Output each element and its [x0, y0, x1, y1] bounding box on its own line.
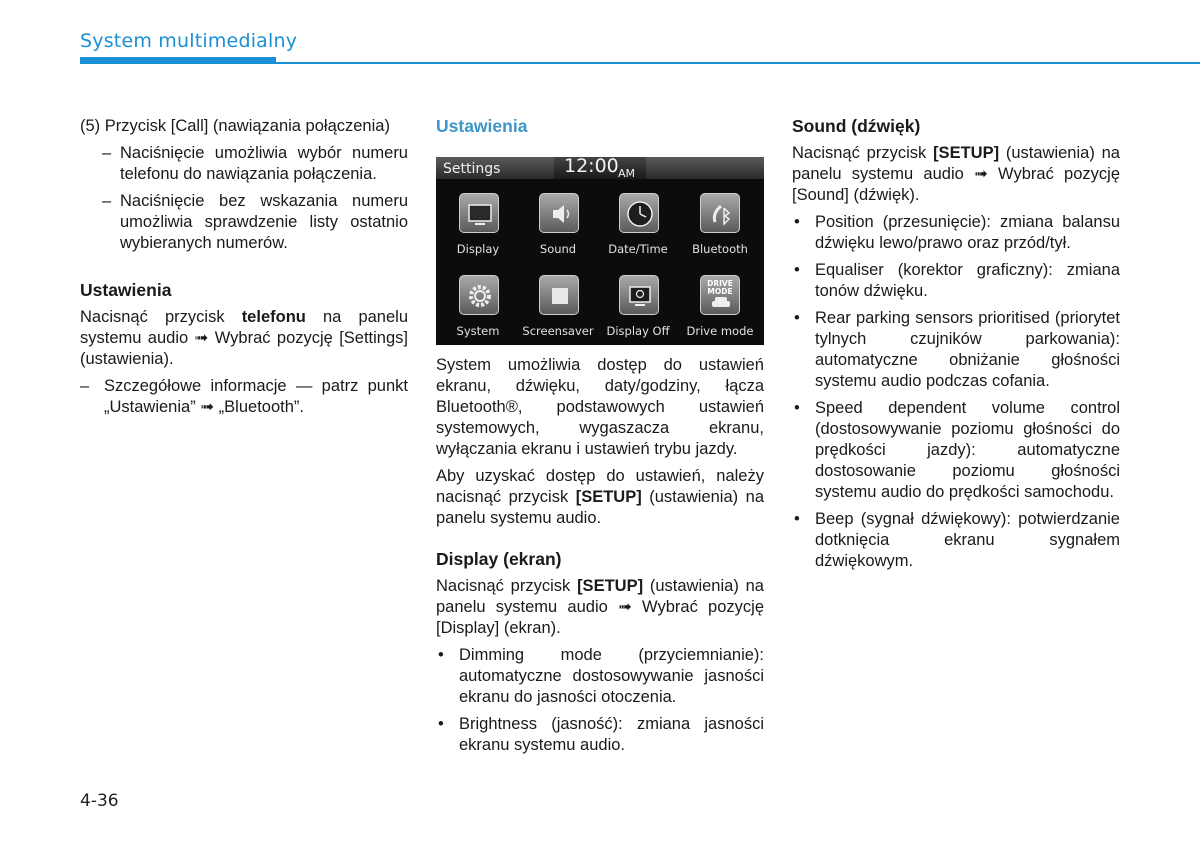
drive-mode-tile-icon — [700, 275, 740, 315]
bullet-mark: • — [794, 399, 800, 417]
screen-title: Settings — [443, 161, 501, 177]
setup-button-label: [SETUP] — [575, 488, 642, 506]
bullet-mark: • — [794, 213, 800, 231]
setup-button-label: [SETUP] — [577, 577, 644, 595]
display-instruction — [436, 576, 764, 639]
settings-instruction-text-a: Nacisnąć przycisk — [80, 308, 242, 326]
sound-bullet-5 — [792, 509, 1120, 572]
header-title: System multimedialny — [80, 30, 298, 52]
screensaver-tile-icon — [539, 275, 579, 315]
bullet-mark: • — [794, 510, 800, 528]
sound-instruction-text-b: (ustawienia) na panelu systemu audio ➟ Wybrać pozycję [Sound] (dźwięk). — [792, 144, 1120, 204]
call-sub-item-1 — [80, 143, 408, 185]
call-sub-item-2-text: Naciśnięcie bez wskazania numeru umożliwia sprawdzenie listy ostatnio wybieranych numerów. — [120, 192, 408, 252]
sound-bullet-3 — [792, 308, 1120, 392]
call-button-item: (5) Przycisk [Call] (nawiązania połączenia) — [80, 117, 390, 135]
display-tile-icon — [459, 193, 499, 233]
section-heading-display: Display (ekran) — [436, 549, 562, 569]
display-off-tile-icon — [619, 275, 659, 315]
bluetooth-tile-icon — [700, 193, 740, 233]
settings-access-instruction — [436, 466, 764, 529]
drive-mode-icon-text: DRIVE MODE — [707, 279, 733, 296]
screen-clock: 12:00 — [564, 157, 619, 177]
settings-details-note-text: Szczegółowe informacje — patrz punkt „Ustawienia” ➟ „Bluetooth”. — [104, 377, 408, 416]
bullet-mark: • — [794, 261, 800, 279]
settings-instruction-text-b: na panelu systemu audio ➟ Wybrać pozycję [Settings] (ustawienia). — [80, 308, 408, 368]
dash-mark: – — [80, 377, 90, 395]
sound-bullet-2 — [792, 260, 1120, 302]
display-bullet-2 — [436, 714, 764, 756]
tile-label-date-time: Date/Time — [608, 242, 668, 256]
screen-ampm: AM — [618, 167, 636, 180]
sound-instruction — [792, 143, 1120, 206]
column-middle — [436, 116, 764, 762]
sound-bullet-3-text: Rear parking sensors prioritised (priorytet tylnych czujników parkowania): automatyczne obniżanie głośności systemu audio podczas cofania. — [815, 309, 1120, 390]
section-heading-settings-accent: Ustawienia — [436, 116, 528, 136]
sound-tile-icon — [539, 193, 579, 233]
sound-bullet-5-text: Beep (sygnał dźwiękowy): potwierdzanie dotknięcia ekranu sygnałem dźwiękowym. — [815, 510, 1120, 570]
display-bullet-1-text: Dimming mode (przyciemnianie): automatyczne dostosowywanie jasności ekranu do jasności otoczenia. — [459, 646, 764, 706]
settings-instruction-bold: telefonu — [241, 308, 306, 326]
bullet-mark: • — [438, 646, 444, 664]
tile-label-display: Display — [456, 242, 500, 256]
call-sub-item-1-text: Naciśnięcie umożliwia wybór numeru telefonu do nawiązania połączenia. — [120, 144, 408, 183]
sound-bullet-1-text: Position (przesunięcie): zmiana balansu dźwięku lewo/prawo oraz przód/tył. — [815, 213, 1120, 252]
system-gear-icon — [459, 275, 499, 315]
sound-bullet-4-text: Speed dependent volume control (dostosowywanie poziomu głośności do prędkości jazdy): automatyczne dostosowanie poziomu głośności systemu audio do prędkości samochodu. — [815, 399, 1120, 501]
date-time-tile-icon — [619, 193, 659, 233]
column-left — [80, 116, 408, 424]
section-heading-sound: Sound (dźwięk) — [792, 116, 921, 136]
settings-instruction — [80, 307, 408, 370]
bullet-mark: • — [438, 715, 444, 733]
tile-label-screensaver: Screensaver — [522, 324, 594, 338]
settings-access-text-a: Aby uzyskać dostęp do ustawień, należy nacisnąć przycisk — [436, 467, 764, 506]
settings-description: System umożliwia dostęp do ustawień ekranu, dźwięku, daty/godziny, łącza Bluetooth®, podstawowych ustawień systemowych, wygaszacza ekranu, wyłączania ekranu i ustawień trybu jazdy. — [436, 356, 764, 458]
tile-label-drive-mode: Drive mode — [686, 324, 754, 338]
setup-button-label: [SETUP] — [933, 144, 1000, 162]
display-instruction-text-a: Nacisnąć przycisk — [436, 577, 578, 595]
sound-instruction-text-a: Nacisnąć przycisk — [792, 144, 934, 162]
tile-label-bluetooth: Bluetooth — [692, 242, 748, 256]
settings-access-text-b: (ustawienia) na panelu systemu audio. — [436, 488, 764, 527]
sound-bullet-1 — [792, 212, 1120, 254]
sound-bullet-2-text: Equaliser (korektor graficzny): zmiana tonów dźwięku. — [815, 261, 1120, 300]
dash-mark: – — [102, 144, 112, 162]
settings-screen-image — [436, 157, 764, 345]
settings-details-note — [80, 376, 408, 418]
tile-label-system: System — [456, 324, 500, 338]
display-bullet-1 — [436, 645, 764, 708]
header-rule — [80, 62, 1200, 64]
display-bullet-2-text: Brightness (jasność): zmiana jasności ekranu systemu audio. — [459, 715, 764, 754]
tile-label-sound: Sound — [539, 242, 577, 256]
section-heading-settings: Ustawienia — [80, 280, 172, 300]
sound-bullet-4 — [792, 398, 1120, 503]
column-right — [792, 116, 1120, 578]
tile-label-display-off: Display Off — [606, 324, 670, 338]
dash-mark: – — [102, 192, 112, 210]
bullet-mark: • — [794, 309, 800, 327]
page-number: 4-36 — [80, 791, 119, 811]
call-sub-item-2 — [80, 191, 408, 254]
display-instruction-text-b: (ustawienia) na panelu systemu audio ➟ Wybrać pozycję [Display] (ekran). — [436, 577, 764, 637]
